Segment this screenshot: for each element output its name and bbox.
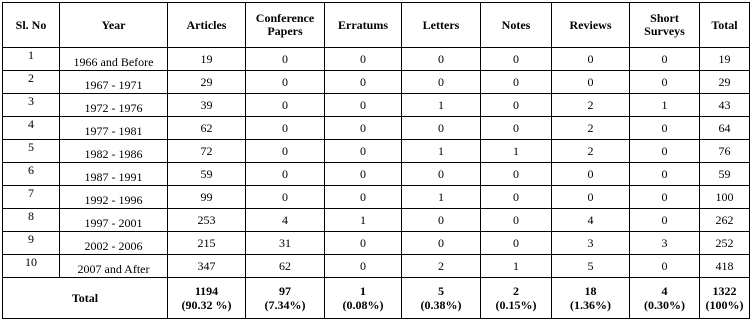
total-row [3, 278, 750, 319]
notes-cell: 0 [481, 94, 552, 117]
erratums-cell: 0 [325, 71, 402, 94]
total-letters [402, 278, 481, 319]
table-row [3, 71, 750, 94]
total-cell: 100 [700, 186, 750, 209]
total-short-surveys-count: 4 [661, 284, 668, 298]
year-cell: 1982 - 1986 [60, 140, 168, 163]
notes-cell: 0 [481, 163, 552, 186]
reviews-cell: 0 [552, 163, 630, 186]
notes-cell: 1 [481, 140, 552, 163]
short-surveys-cell: 0 [630, 140, 700, 163]
reviews-cell: 5 [552, 255, 630, 278]
short-surveys-cell: 0 [630, 186, 700, 209]
erratums-cell: 0 [325, 232, 402, 255]
reviews-cell: 2 [552, 94, 630, 117]
header-reviews: Reviews [552, 3, 630, 48]
short-surveys-cell: 0 [630, 163, 700, 186]
total-conference-pct: (7.34%) [264, 298, 306, 312]
publications-table-wrapper [2, 2, 750, 319]
conference-papers-cell: 62 [246, 255, 325, 278]
publications-table [2, 2, 750, 319]
conference-papers-cell: 0 [246, 163, 325, 186]
total-notes-pct: (0.15%) [495, 298, 537, 312]
articles-cell: 72 [168, 140, 246, 163]
total-cell: 418 [700, 255, 750, 278]
sl-no-cell: 9 [3, 232, 60, 255]
letters-cell: 0 [402, 71, 481, 94]
letters-cell: 0 [402, 163, 481, 186]
year-cell: 1987 - 1991 [60, 163, 168, 186]
header-conference-papers [246, 3, 325, 48]
letters-cell: 0 [402, 117, 481, 140]
notes-cell: 0 [481, 232, 552, 255]
total-cell: 76 [700, 140, 750, 163]
total-reviews-pct: (1.36%) [570, 298, 611, 312]
reviews-cell: 2 [552, 117, 630, 140]
sl-no-cell: 5 [3, 140, 60, 163]
total-letters-pct: (0.38%) [420, 298, 462, 312]
year-cell: 2002 - 2006 [60, 232, 168, 255]
total-erratums-count: 1 [360, 284, 366, 298]
total-reviews [552, 278, 630, 319]
erratums-cell: 0 [325, 94, 402, 117]
header-conference-line1: Conference [255, 11, 315, 25]
total-reviews-count: 18 [584, 284, 597, 298]
header-year: Year [60, 3, 168, 48]
short-surveys-cell: 3 [630, 232, 700, 255]
year-cell: 1972 - 1976 [60, 94, 168, 117]
header-letters: Letters [402, 3, 481, 48]
year-cell: 1992 - 1996 [60, 186, 168, 209]
total-articles [168, 278, 246, 319]
articles-cell: 99 [168, 186, 246, 209]
year-cell: 2007 and After [60, 255, 168, 278]
reviews-cell: 3 [552, 232, 630, 255]
articles-cell: 347 [168, 255, 246, 278]
total-erratums-pct: (0.08%) [342, 298, 384, 312]
reviews-cell: 2 [552, 140, 630, 163]
conference-papers-cell: 0 [246, 94, 325, 117]
header-short-line2: Surveys [644, 24, 685, 38]
notes-cell: 0 [481, 48, 552, 71]
total-articles-pct: (90.32 %) [181, 298, 232, 312]
header-articles: Articles [168, 3, 246, 48]
total-total-count: 1322 [712, 284, 737, 298]
conference-papers-cell: 31 [246, 232, 325, 255]
letters-cell: 0 [402, 209, 481, 232]
erratums-cell: 0 [325, 117, 402, 140]
header-short-surveys [630, 3, 700, 48]
conference-papers-cell: 4 [246, 209, 325, 232]
notes-cell: 0 [481, 71, 552, 94]
reviews-cell: 4 [552, 209, 630, 232]
header-notes: Notes [481, 3, 552, 48]
total-total [700, 278, 750, 319]
total-cell: 59 [700, 163, 750, 186]
total-short-surveys-pct: (0.30%) [644, 298, 685, 312]
erratums-cell: 1 [325, 209, 402, 232]
notes-cell: 0 [481, 186, 552, 209]
articles-cell: 59 [168, 163, 246, 186]
table-row [3, 209, 750, 232]
sl-no-cell: 3 [3, 94, 60, 117]
articles-cell: 62 [168, 117, 246, 140]
total-conference [246, 278, 325, 319]
total-cell: 29 [700, 71, 750, 94]
reviews-cell: 0 [552, 186, 630, 209]
letters-cell: 1 [402, 140, 481, 163]
short-surveys-cell: 0 [630, 209, 700, 232]
table-row [3, 94, 750, 117]
table-row [3, 163, 750, 186]
total-notes [481, 278, 552, 319]
short-surveys-cell: 0 [630, 117, 700, 140]
sl-no-cell: 1 [3, 48, 60, 71]
conference-papers-cell: 0 [246, 48, 325, 71]
letters-cell: 0 [402, 48, 481, 71]
reviews-cell: 0 [552, 71, 630, 94]
total-cell: 64 [700, 117, 750, 140]
letters-cell: 2 [402, 255, 481, 278]
table-row [3, 117, 750, 140]
erratums-cell: 0 [325, 163, 402, 186]
short-surveys-cell: 0 [630, 255, 700, 278]
year-cell: 1997 - 2001 [60, 209, 168, 232]
total-letters-count: 5 [438, 284, 444, 298]
letters-cell: 1 [402, 186, 481, 209]
articles-cell: 253 [168, 209, 246, 232]
total-articles-count: 1194 [194, 284, 219, 298]
sl-no-cell: 10 [3, 255, 60, 278]
table-row [3, 255, 750, 278]
table-row [3, 140, 750, 163]
header-erratums: Erratums [325, 3, 402, 48]
short-surveys-cell: 0 [630, 48, 700, 71]
total-cell: 262 [700, 209, 750, 232]
letters-cell: 1 [402, 94, 481, 117]
sl-no-cell: 4 [3, 117, 60, 140]
total-erratums [325, 278, 402, 319]
erratums-cell: 0 [325, 255, 402, 278]
short-surveys-cell: 0 [630, 71, 700, 94]
header-short-line1: Short [650, 11, 679, 25]
articles-cell: 215 [168, 232, 246, 255]
total-conference-count: 97 [279, 284, 291, 298]
conference-papers-cell: 0 [246, 71, 325, 94]
table-row [3, 48, 750, 71]
erratums-cell: 0 [325, 140, 402, 163]
total-cell: 43 [700, 94, 750, 117]
notes-cell: 0 [481, 117, 552, 140]
conference-papers-cell: 0 [246, 117, 325, 140]
letters-cell: 0 [402, 232, 481, 255]
sl-no-cell: 8 [3, 209, 60, 232]
sl-no-cell: 2 [3, 71, 60, 94]
reviews-cell: 0 [552, 48, 630, 71]
articles-cell: 39 [168, 94, 246, 117]
total-short-surveys [630, 278, 700, 319]
header-total: Total [700, 3, 750, 48]
sl-no-cell: 6 [3, 163, 60, 186]
table-row [3, 232, 750, 255]
erratums-cell: 0 [325, 186, 402, 209]
notes-cell: 1 [481, 255, 552, 278]
total-label: Total [3, 278, 168, 319]
articles-cell: 19 [168, 48, 246, 71]
table-row [3, 186, 750, 209]
header-conference-line2: Papers [267, 24, 303, 38]
total-cell: 19 [700, 48, 750, 71]
year-cell: 1967 - 1971 [60, 71, 168, 94]
year-cell: 1966 and Before [60, 48, 168, 71]
conference-papers-cell: 0 [246, 186, 325, 209]
articles-cell: 29 [168, 71, 246, 94]
header-row [3, 3, 750, 48]
conference-papers-cell: 0 [246, 140, 325, 163]
erratums-cell: 0 [325, 48, 402, 71]
year-cell: 1977 - 1981 [60, 117, 168, 140]
sl-no-cell: 7 [3, 186, 60, 209]
total-cell: 252 [700, 232, 750, 255]
short-surveys-cell: 1 [630, 94, 700, 117]
notes-cell: 0 [481, 209, 552, 232]
total-total-pct: (100%) [705, 298, 744, 312]
total-notes-count: 2 [513, 284, 519, 298]
header-sl-no: Sl. No [3, 3, 60, 48]
